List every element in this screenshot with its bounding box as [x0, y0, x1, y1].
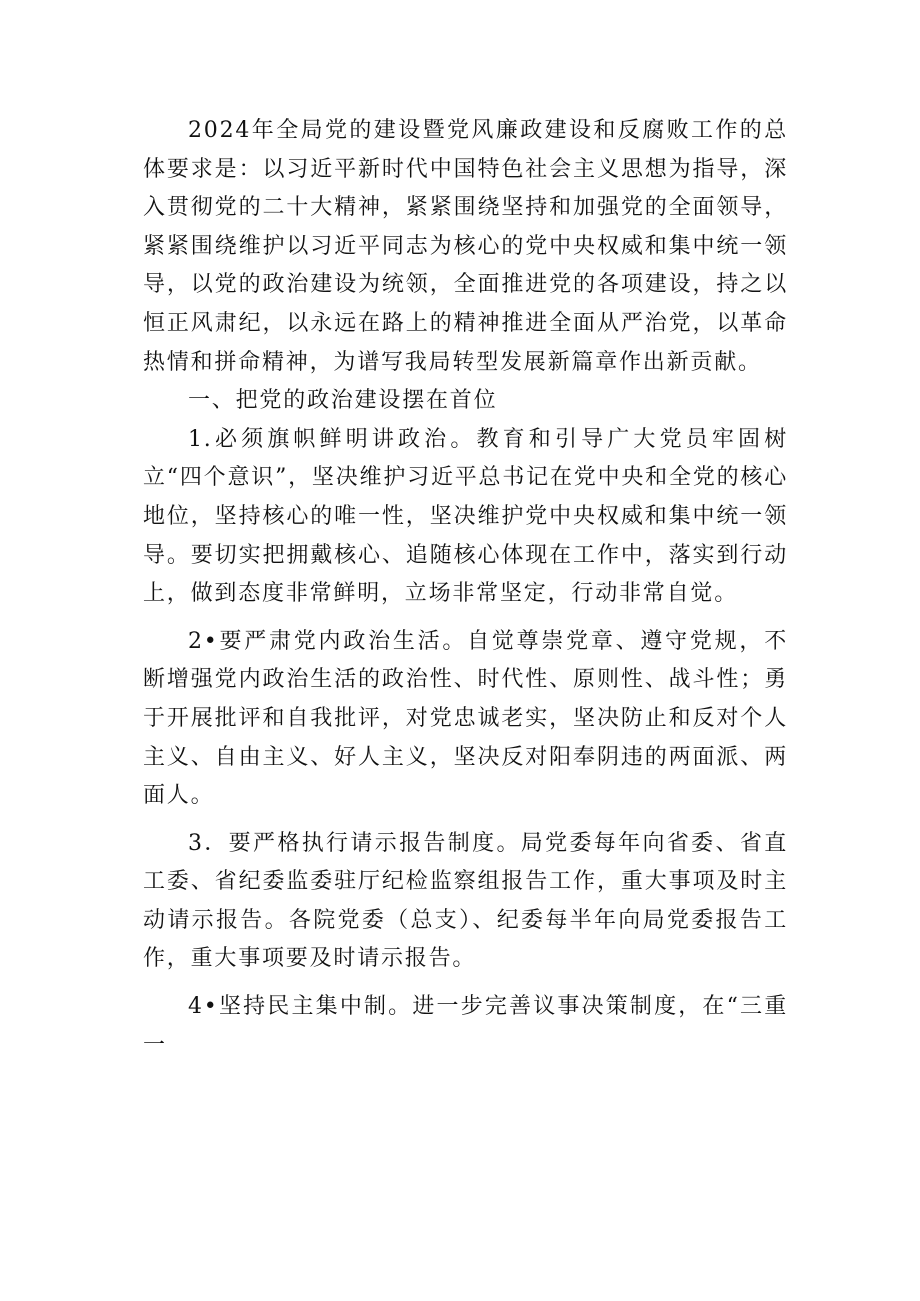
list-item-4: 4•坚持民主集中制。进一步完善议事决策制度，在“三重一 — [143, 994, 788, 1058]
list-item-2: 2•要严肃党内政治生活。自觉尊崇党章、遵守党规，不断增强党内政治生活的政治性、时代性、原则性、战斗性；勇于开展批评和自我批评，对党忠诚老实，坚决防止和反对个人主义、自由主义、好人主义，坚决反对阳奉阴违的两面派、两面人。 — [143, 628, 788, 809]
document-body — [143, 112, 788, 1065]
section-heading: 一、把党的政治建设摆在首位 — [188, 388, 498, 414]
list-item-3: 3．要严格执行请示报告制度。局党委每年向省委、省直工委、省纪委监委驻厅纪检监察组报告工作，重大事项及时主动请示报告。各院党委（总支）、纪委每半年向局党委报告工作，重大事项要及时请示报告。 — [143, 830, 788, 972]
list-item-1: 1.必须旗帜鲜明讲政治。教育和引导广大党员牢固树立“四个意识”，坚决维护习近平总书记在党中央和全党的核心地位，坚持核心的唯一性，坚决维护党中央权威和集中统一领导。要切实把拥戴核心、追随核心体现在工作中，落实到行动上，做到态度非常鲜明，立场非常坚定，行动非常自觉。 — [143, 426, 788, 607]
intro-paragraph: 2024年全局党的建设暨党风廉政建设和反腐败工作的总体要求是：以习近平新时代中国特色社会主义思想为指导，深入贯彻党的二十大精神，紧紧围绕坚持和加强党的全面领导，紧紧围绕维护以习近平同志为核心的党中央权威和集中统一领导，以党的政治建设为统领，全面推进党的各项建设，持之以恒正风肃纪，以永远在路上的精神推进全面从严治党，以革命热情和拼命精神，为谱写我局转型发展新篇章作出新贡献。 — [143, 118, 788, 375]
